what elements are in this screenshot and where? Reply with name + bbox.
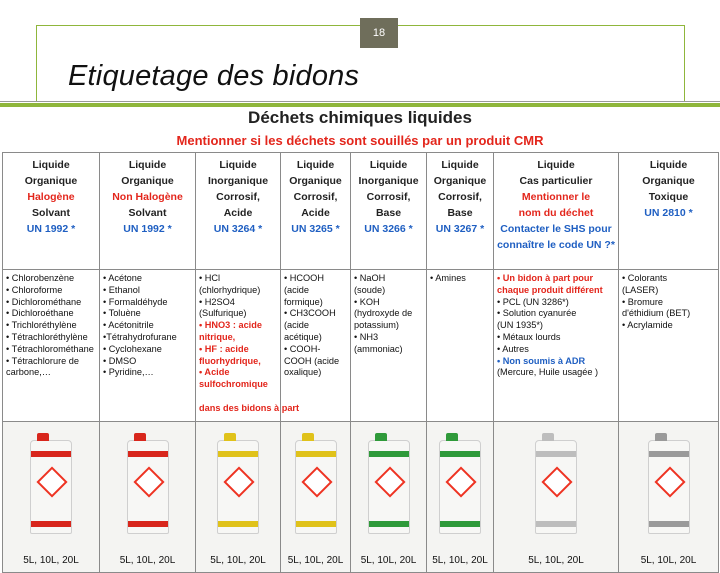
photo-cell	[3, 422, 100, 573]
item-line: •Tétrahydrofurane	[103, 331, 177, 342]
item-line: • Un bidon à part pour	[497, 273, 594, 283]
category-line: Halogène	[27, 191, 75, 203]
un-code: UN 3264 *	[213, 223, 263, 235]
photo-cell	[619, 422, 719, 573]
item-line: formique)	[284, 296, 323, 307]
jerrycan-band	[649, 451, 689, 457]
un-code: UN 2810 *	[644, 207, 693, 219]
container-sizes: 5L, 10L, 20L	[287, 555, 344, 566]
hazard-label-icon	[445, 466, 476, 497]
jerrycan-band	[31, 521, 71, 527]
item-line: (UN 1935*)	[497, 320, 543, 331]
jerrycan-cap	[134, 433, 146, 441]
item-line: COOH (acide	[284, 355, 340, 366]
hazard-label-icon	[301, 466, 332, 497]
jerrycan-band	[128, 451, 168, 457]
category-line: Inorganique	[358, 175, 419, 187]
item-line: (chlorhydrique)	[199, 284, 261, 295]
category-line: Liquide	[369, 159, 408, 171]
item-line: d'éthidium (BET)	[622, 308, 691, 319]
un-code: UN 3267 *	[435, 223, 485, 235]
hazard-label-icon	[654, 466, 685, 497]
category-line: Acide	[301, 207, 330, 219]
item-line: • Tétrachlorométhane	[6, 343, 94, 354]
hazard-label-icon	[133, 466, 164, 497]
jerrycan-band	[218, 451, 258, 457]
items-cell	[281, 270, 351, 422]
category-line: Acide	[223, 207, 253, 219]
items-row	[3, 270, 719, 422]
item-line: • Autres	[497, 343, 529, 354]
un-code: UN 3266 *	[364, 223, 413, 235]
jerrycan-image	[439, 440, 481, 534]
category-line: Non Halogène	[112, 191, 183, 203]
item-line: • Trichloréthylène	[6, 320, 77, 331]
item-line: (soude)	[354, 284, 386, 295]
container-sizes: 5L, 10L, 20L	[432, 555, 488, 566]
category-line: Liquide	[296, 159, 335, 171]
container-sizes: 5L, 10L, 20L	[360, 555, 417, 566]
category-line: Liquide	[441, 159, 479, 171]
item-line: • Non soumis à ADR	[497, 355, 586, 366]
items-cell	[494, 270, 619, 422]
jerrycan-band	[296, 521, 336, 527]
jerrycan-band	[440, 521, 480, 527]
jerrycan-cap	[302, 433, 314, 441]
category-cell	[281, 153, 351, 270]
un-code: UN 1992 *	[123, 223, 172, 235]
item-line: potassium)	[354, 320, 399, 331]
item-line: • DMSO	[103, 355, 137, 366]
category-line: Liquide	[128, 159, 167, 171]
container-sizes: 5L, 10L, 20L	[210, 555, 266, 566]
jerrycan-band	[31, 451, 71, 457]
jerrycan-image	[30, 440, 72, 534]
category-cell	[3, 153, 100, 270]
jerrycan-band	[218, 521, 258, 527]
category-line: Corrosif,	[438, 191, 482, 203]
jerrycan-band	[369, 521, 409, 527]
item-line: • PCL (UN 3286*)	[497, 296, 569, 307]
photo-cell	[100, 422, 196, 573]
hazard-label-icon	[36, 466, 67, 497]
un-code: Contacter le SHS pour connaître le code UN ?*	[497, 223, 615, 251]
item-line: • CH3COOH	[284, 308, 336, 319]
category-line: Liquide	[537, 159, 575, 171]
jerrycan-band	[440, 451, 480, 457]
item-line: • Métaux lourds	[497, 331, 561, 342]
item-line: • KOH	[354, 296, 380, 307]
slide-title: Etiquetage des bidons	[68, 60, 360, 92]
category-line: Organique	[289, 175, 342, 187]
item-line: • Bromure	[622, 296, 663, 307]
container-sizes: 5L, 10L, 20L	[119, 555, 176, 566]
item-line: oxalique)	[284, 367, 322, 378]
item-line: fluorhydrique,	[199, 355, 261, 366]
jerrycan-image	[217, 440, 259, 534]
jerrycan-cap	[655, 433, 667, 441]
item-line: acétique)	[284, 331, 322, 342]
page-number: 18	[360, 18, 398, 48]
photo-cell	[494, 422, 619, 573]
item-line: (Mercure, Huile usagée )	[497, 367, 599, 378]
item-line: • Tétrachloréthylène	[6, 331, 88, 342]
jerrycan-cap	[224, 433, 236, 441]
item-line: • Ethanol	[103, 284, 140, 295]
item-line: • Colorants	[622, 273, 668, 283]
category-cell	[427, 153, 494, 270]
category-line: Corrosif,	[216, 191, 260, 203]
item-line: • Solution cyanurée	[497, 308, 577, 319]
jerrycan-band	[649, 521, 689, 527]
item-line: • Chloroforme	[6, 284, 63, 295]
category-line: Solvant	[128, 207, 167, 219]
waste-table-image	[0, 101, 720, 566]
jerrycan-image	[648, 440, 690, 534]
waste-grid	[2, 152, 719, 573]
category-line: Solvant	[32, 207, 70, 219]
container-sizes: 5L, 10L, 20L	[640, 555, 697, 566]
category-cell	[351, 153, 427, 270]
jerrycan-cap	[375, 433, 387, 441]
item-line: • NH3	[354, 331, 379, 342]
item-line: • Acrylamide	[622, 320, 673, 331]
category-line: Corrosif,	[366, 191, 411, 203]
item-line: • Dichloroéthane	[6, 308, 74, 319]
un-code: UN 1992 *	[26, 223, 76, 235]
category-line: Base	[375, 207, 402, 219]
category-line: nom du déchet	[518, 207, 594, 219]
jerrycan-image	[535, 440, 577, 534]
item-line: (hydroxyde de	[354, 308, 413, 319]
green-divider	[0, 103, 720, 107]
item-line: chaque produit différent	[497, 284, 603, 295]
category-cell	[619, 153, 719, 270]
items-cell	[427, 270, 494, 422]
item-line: (Sulfurique)	[199, 308, 247, 319]
item-line: • Formaldéhyde	[103, 296, 168, 307]
table-heading: Déchets chimiques liquides	[248, 108, 472, 127]
item-line: • HF : acide	[199, 343, 249, 354]
item-line: • Chlorobenzène	[6, 273, 75, 283]
item-line: (acide	[284, 284, 310, 295]
category-line: Toxique	[648, 191, 689, 203]
item-line: • Cyclohexane	[103, 343, 162, 354]
items-cell	[3, 270, 100, 422]
item-line: • HCOOH	[284, 273, 324, 283]
category-line: Mentionner le	[521, 191, 591, 203]
photo-cell	[196, 422, 281, 573]
item-line: • Dichlorométhane	[6, 296, 82, 307]
items-cell	[100, 270, 196, 422]
category-line: Liquide	[32, 159, 70, 171]
jerrycan-cap	[446, 433, 458, 441]
item-line: • Pyridine,…	[103, 367, 154, 378]
jerrycan-cap	[542, 433, 554, 441]
item-line: (acide	[284, 320, 310, 331]
item-line: • Tétrachlorure de	[6, 355, 80, 366]
category-line: Organique	[24, 175, 78, 187]
item-line: • HCl	[199, 273, 221, 283]
category-line: Cas particulier	[519, 175, 593, 187]
item-line: • COOH-	[284, 343, 321, 354]
category-line: Organique	[433, 175, 487, 187]
item-line: nitrique,	[199, 331, 236, 342]
category-line: Liquide	[649, 159, 688, 171]
item-line: sulfochromique	[199, 379, 268, 390]
item-line: (LASER)	[622, 284, 659, 295]
container-sizes: 5L, 10L, 20L	[23, 555, 79, 566]
items-cell	[619, 270, 719, 422]
item-line: • HNO3 : acide	[199, 320, 262, 331]
table-subheading: Mentionner si les déchets sont souillés par un produit CMR	[176, 133, 544, 148]
hazard-label-icon	[374, 466, 405, 497]
item-line: • NaOH	[354, 273, 386, 283]
category-line: Organique	[121, 175, 174, 187]
jerrycan-band	[536, 521, 576, 527]
hazard-label-icon	[223, 466, 254, 497]
container-sizes: 5L, 10L, 20L	[528, 555, 584, 566]
category-line: Base	[447, 207, 473, 219]
photo-cell	[281, 422, 351, 573]
hazard-label-icon	[541, 466, 572, 497]
jerrycan-image	[368, 440, 410, 534]
jerrycan-band	[296, 451, 336, 457]
jerrycan-band	[128, 521, 168, 527]
category-cell	[494, 153, 619, 270]
category-line: Inorganique	[207, 175, 269, 187]
item-note: dans des bidons à part	[199, 402, 300, 413]
item-line: • Amines	[430, 273, 466, 283]
jerrycan-image	[295, 440, 337, 534]
jerrycan-image	[127, 440, 169, 534]
items-cell	[196, 270, 300, 422]
jerrycan-band	[536, 451, 576, 457]
category-row	[3, 153, 719, 270]
photo-cell	[427, 422, 494, 573]
item-line: • Toluène	[103, 308, 141, 319]
un-code: UN 3265 *	[291, 223, 340, 235]
item-line: (ammoniac)	[354, 343, 403, 354]
item-line: carbone,…	[6, 367, 51, 378]
photos-row	[3, 422, 719, 573]
category-cell	[100, 153, 196, 270]
item-line: • Acide	[199, 367, 230, 378]
item-line: • H2SO4	[199, 296, 235, 307]
category-cell	[196, 153, 281, 270]
item-line: • Acétone	[103, 273, 142, 283]
item-line: • Acétonitrile	[103, 320, 154, 331]
photo-cell	[351, 422, 427, 573]
jerrycan-band	[369, 451, 409, 457]
category-line: Corrosif,	[293, 191, 338, 203]
category-line: Liquide	[219, 159, 257, 171]
category-line: Organique	[642, 175, 695, 187]
items-cell	[351, 270, 427, 422]
jerrycan-cap	[37, 433, 49, 441]
